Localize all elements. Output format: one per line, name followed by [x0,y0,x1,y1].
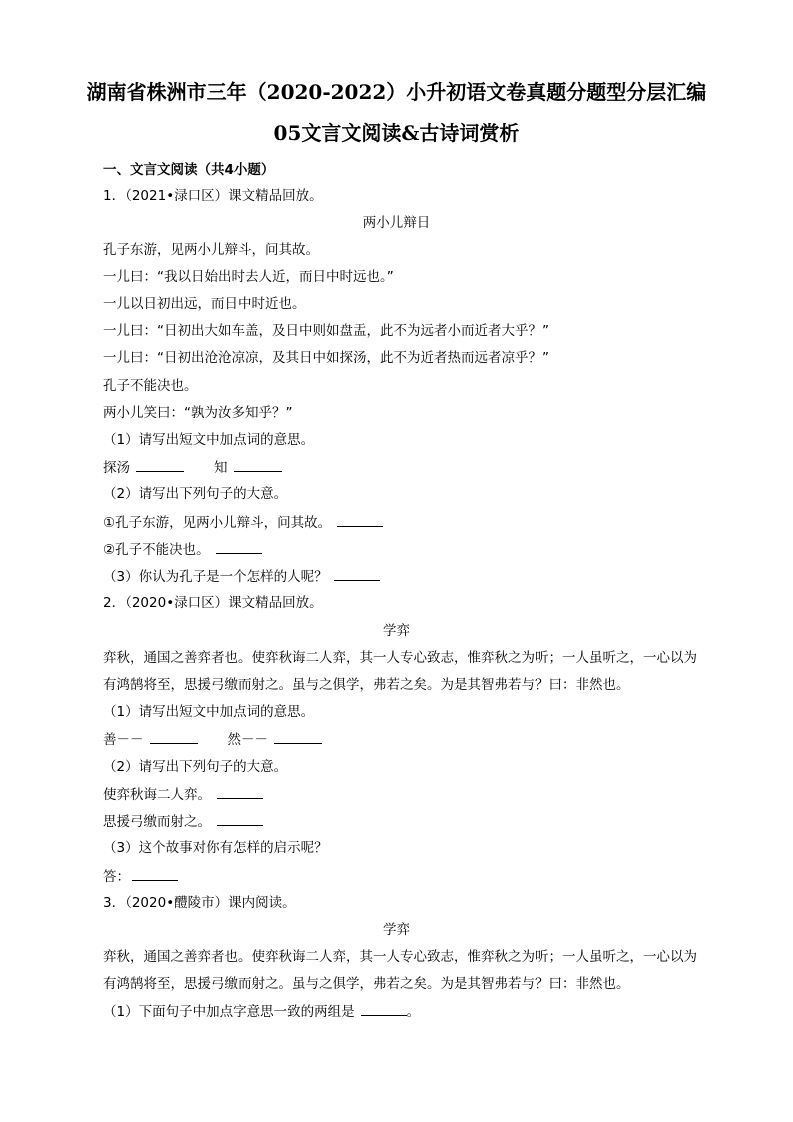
question-1-head: 1．（2021•渌口区）课文精品回放。 [103,188,323,204]
answer-blank[interactable] [217,784,263,799]
q1-sentence-1: ①孔子东游，见两小儿辩斗，问其故。 [103,515,332,531]
q3-paragraph-line-1: 弈秋，通国之善弈者也。使弈秋诲二人弈，其一人专心致志，惟弈秋之为听；一人虽听之，一心以为 [103,949,697,965]
q2-paragraph-line-2: 有鸿鹄将至，思援弓缴而射之。虽与之俱学，弗若之矣。为是其智弗若与？曰：非然也。 [103,677,630,693]
q1-line-5: 一儿曰：“日初出沧沧凉凉，及其日中如探汤，此不为近者热而远者凉乎？” [103,350,549,366]
q3-sub-question-1-row [103,1001,420,1021]
q1-sub-question-2: （2）请写出下列句子的大意。 [103,486,288,502]
section-heading: 一、文言文阅读（共4小题） [103,162,275,178]
q2-answer-label: 答： [103,869,130,885]
q2-sentence-row-1 [103,784,263,804]
q2-word-2: 然－－ [227,732,268,748]
q1-line-1: 孔子东游，见两小儿辩斗，问其故。 [103,242,319,258]
q1-sentence-2: ②孔子不能决也。 [103,542,210,558]
answer-blank[interactable] [217,811,263,826]
question-2-head: 2．（2020•渌口区）课文精品回放。 [103,595,323,611]
q2-sentence-2: 思援弓缴而射之。 [103,814,211,830]
answer-blank[interactable] [216,539,262,554]
q2-answer-row [103,866,178,886]
doc-subtitle: 05文言文阅读&古诗词赏析 [273,121,520,145]
q2-sub-question-3: （3）这个故事对你有怎样的启示呢？ [103,840,328,856]
q3-sub-question-1: （1）下面句子中加点字意思一致的两组是 [103,1004,355,1020]
q3-passage-title: 学弈 [383,922,410,938]
answer-blank[interactable] [361,1001,407,1016]
q1-line-6: 孔子不能决也。 [103,378,198,394]
q2-word-1: 善－－ [103,732,144,748]
q1-word-1: 探汤 [103,460,130,476]
q1-line-4: 一儿曰：“日初出大如车盖，及日中则如盘盂，此不为远者小而近者大乎？” [103,323,549,339]
q1-passage-title: 两小儿辩日 [362,215,431,231]
q1-line-2: 一儿曰：“我以日始出时去人近，而日中时远也。” [103,269,394,285]
q1-sub-question-3-row [103,566,380,586]
q2-sub-question-2: （2）请写出下列句子的大意。 [103,759,288,775]
doc-title: 湖南省株洲市三年（2020-2022）小升初语文卷真题分题型分层汇编 [86,80,707,104]
q2-passage-title: 学弈 [383,623,410,639]
q1-sentence-row-2 [103,539,262,559]
q2-sentence-row-2 [103,811,263,831]
answer-blank[interactable] [334,566,380,581]
question-3-head: 3．（2020•醴陵市）课内阅读。 [103,895,296,911]
q2-paragraph-line-1: 弈秋，通国之善弈者也。使弈秋诲二人弈，其一人专心致志，惟弈秋之为听；一人虽听之，一心以为 [103,650,697,666]
answer-blank[interactable] [150,729,198,744]
q3-paragraph-line-2: 有鸿鹄将至，思援弓缴而射之。虽与之俱学，弗若之矣。为是其智弗若与？曰：非然也。 [103,976,630,992]
answer-blank[interactable] [234,457,282,472]
answer-blank[interactable] [132,866,178,881]
q1-sentence-row-1 [103,512,383,532]
q1-line-7: 两小儿笑曰：“孰为汝多知乎？” [103,405,293,421]
q2-sub-question-1: （1）请写出短文中加点词的意思。 [103,704,315,720]
q1-line-3: 一儿以日初出远，而日中时近也。 [103,296,306,312]
q2-sentence-1: 使弈秋诲二人弈。 [103,787,211,803]
q1-word-2: 知 [214,460,228,476]
answer-blank[interactable] [337,512,383,527]
q1-sub-question-3: （3）你认为孔子是一个怎样的人呢？ [103,569,328,585]
q2-word-row [103,729,322,749]
q3-sub-question-1-end: 。 [406,1004,421,1020]
answer-blank[interactable] [274,729,322,744]
q1-word-row [103,457,282,477]
answer-blank[interactable] [136,457,184,472]
q1-sub-question-1: （1）请写出短文中加点词的意思。 [103,432,315,448]
